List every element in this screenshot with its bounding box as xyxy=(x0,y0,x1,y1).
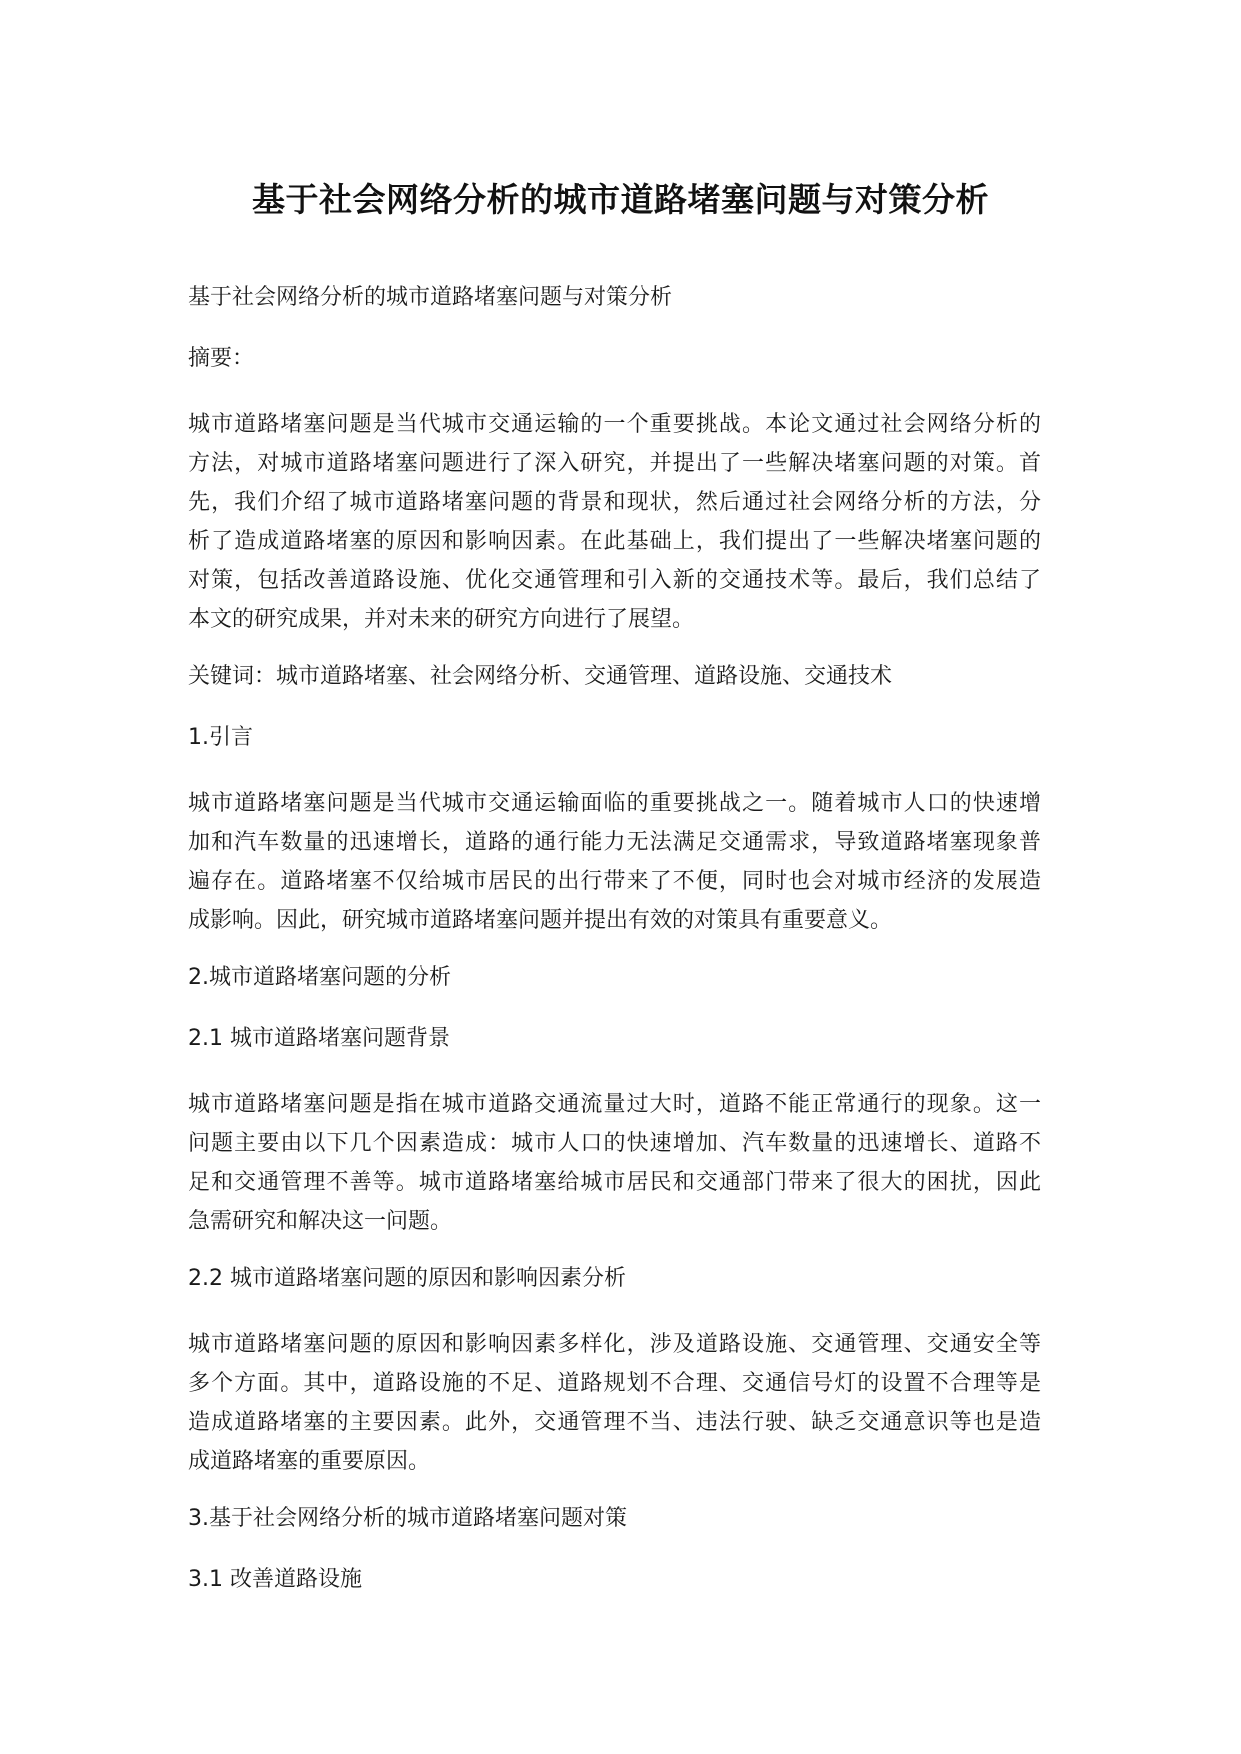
section-3-heading: 3.基于社会网络分析的城市道路堵塞问题对策 xyxy=(188,1506,627,1531)
section-2-1-line: 足和交通管理不善等。城市道路堵塞给城市居民和交通部门带来了很大的困扰，因此 xyxy=(188,1170,1041,1195)
abstract-line: 城市道路堵塞问题是当代城市交通运输的一个重要挑战。本论文通过社会网络分析的 xyxy=(188,412,1041,437)
section-2-1-heading: 2.1 城市道路堵塞问题背景 xyxy=(188,1026,450,1051)
section-1-heading: 1.引言 xyxy=(188,725,253,750)
section-2-1-line: 城市道路堵塞问题是指在城市道路交通流量过大时，道路不能正常通行的现象。这一 xyxy=(188,1092,1041,1117)
section-1-line: 加和汽车数量的迅速增长，道路的通行能力无法满足交通需求，导致道路堵塞现象普 xyxy=(188,830,1041,855)
section-2-heading: 2.城市道路堵塞问题的分析 xyxy=(188,965,451,990)
section-2-2-line: 城市道路堵塞问题的原因和影响因素多样化，涉及道路设施、交通管理、交通安全等 xyxy=(188,1332,1041,1357)
subtitle-line: 基于社会网络分析的城市道路堵塞问题与对策分析 xyxy=(188,285,673,310)
abstract-line: 对策，包括改善道路设施、优化交通管理和引入新的交通技术等。最后，我们总结了 xyxy=(188,568,1041,593)
abstract-line: 先，我们介绍了城市道路堵塞问题的背景和现状，然后通过社会网络分析的方法，分 xyxy=(188,490,1041,515)
section-2-1-line: 问题主要由以下几个因素造成：城市人口的快速增加、汽车数量的迅速增长、道路不 xyxy=(188,1131,1041,1156)
abstract-line: 方法，对城市道路堵塞问题进行了深入研究，并提出了一些解决堵塞问题的对策。首 xyxy=(188,451,1041,476)
section-1-paragraph xyxy=(188,784,1041,940)
section-2-2-paragraph xyxy=(188,1325,1041,1481)
section-2-2-line: 造成道路堵塞的主要因素。此外，交通管理不当、违法行驶、缺乏交通意识等也是造 xyxy=(188,1410,1041,1435)
section-2-1-line: 急需研究和解决这一问题。 xyxy=(188,1209,453,1234)
section-1-line: 城市道路堵塞问题是当代城市交通运输面临的重要挑战之一。随着城市人口的快速增 xyxy=(188,791,1041,816)
keywords-line: 关键词：城市道路堵塞、社会网络分析、交通管理、道路设施、交通技术 xyxy=(188,664,893,689)
section-2-1-paragraph xyxy=(188,1085,1041,1241)
abstract-line: 本文的研究成果，并对未来的研究方向进行了展望。 xyxy=(188,607,695,632)
abstract-paragraph xyxy=(188,405,1041,639)
section-2-2-heading: 2.2 城市道路堵塞问题的原因和影响因素分析 xyxy=(188,1266,626,1291)
section-1-line: 遍存在。道路堵塞不仅给城市居民的出行带来了不便，同时也会对城市经济的发展造 xyxy=(188,869,1041,894)
abstract-line: 析了造成道路堵塞的原因和影响因素。在此基础上，我们提出了一些解决堵塞问题的 xyxy=(188,529,1041,554)
abstract-label: 摘要： xyxy=(188,346,255,371)
section-2-2-line: 多个方面。其中，道路设施的不足、道路规划不合理、交通信号灯的设置不合理等是 xyxy=(188,1371,1041,1396)
section-2-2-line: 成道路堵塞的重要原因。 xyxy=(188,1449,431,1474)
section-3-1-heading: 3.1 改善道路设施 xyxy=(188,1567,362,1592)
section-1-line: 成影响。因此，研究城市道路堵塞问题并提出有效的对策具有重要意义。 xyxy=(188,908,893,933)
document-body xyxy=(188,283,1041,1626)
document-title: 基于社会网络分析的城市道路堵塞问题与对策分析 xyxy=(252,180,989,219)
